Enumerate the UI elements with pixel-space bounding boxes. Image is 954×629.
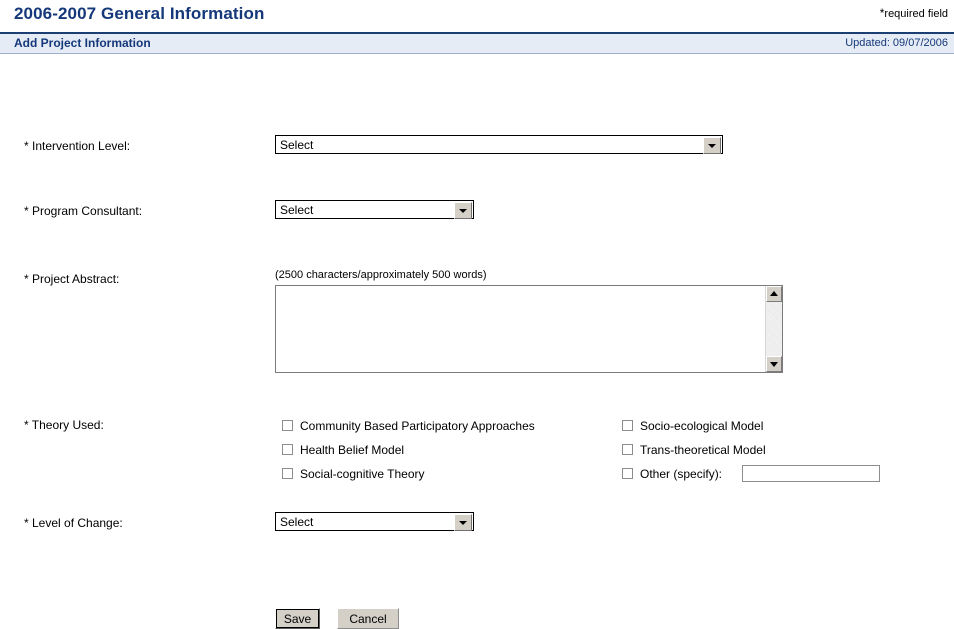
checkbox-icon[interactable] xyxy=(282,468,293,479)
project-abstract-hint: (2500 characters/approximately 500 words) xyxy=(275,269,487,281)
cancel-button[interactable]: Cancel xyxy=(337,608,399,629)
other-theory-input[interactable] xyxy=(742,465,880,482)
save-button[interactable]: Save xyxy=(275,608,320,629)
row-intervention-level xyxy=(0,70,954,153)
program-consultant-label: * Program Consultant: xyxy=(24,204,143,218)
level-of-change-label: * Level of Change: xyxy=(24,516,123,530)
intervention-level-select[interactable] xyxy=(275,135,723,154)
intervention-level-label: * Intervention Level: xyxy=(24,139,131,153)
checkbox-label: Socio-ecological Model xyxy=(640,419,764,433)
checkbox-label: Social-cognitive Theory xyxy=(300,467,425,481)
project-information-form xyxy=(0,54,954,626)
level-of-change-selected-value: Select xyxy=(280,515,314,529)
chevron-down-icon[interactable] xyxy=(703,137,721,154)
checkbox-label: Health Belief Model xyxy=(300,443,405,457)
checkbox-icon[interactable] xyxy=(622,444,633,455)
required-asterisk: * xyxy=(879,6,885,20)
checkbox-socio-ecological-model[interactable] xyxy=(622,419,763,433)
checkbox-health-belief-model[interactable] xyxy=(282,443,404,457)
checkbox-label: Other (specify): xyxy=(640,467,723,481)
project-abstract-textarea-wrapper[interactable] xyxy=(275,285,783,373)
project-abstract-scrollbar[interactable] xyxy=(765,286,782,372)
intervention-level-selected-value: Select xyxy=(280,138,314,152)
checkbox-trans-theoretical-model[interactable] xyxy=(622,443,766,457)
updated-date: Updated: 09/07/2006 xyxy=(845,37,948,49)
checkbox-community-based-participatory-approaches[interactable] xyxy=(282,419,535,433)
project-abstract-input[interactable] xyxy=(276,286,766,372)
checkbox-icon[interactable] xyxy=(282,420,293,431)
checkbox-icon[interactable] xyxy=(622,468,633,479)
checkbox-other-specify[interactable] xyxy=(622,467,722,481)
program-consultant-select[interactable] xyxy=(275,200,474,219)
checkbox-label: Community Based Participatory Approaches xyxy=(300,419,535,433)
page-title: 2006-2007 General Information xyxy=(14,4,265,23)
checkbox-icon[interactable] xyxy=(282,444,293,455)
required-field-text: required field xyxy=(884,8,948,20)
section-title: Add Project Information xyxy=(14,36,151,50)
page-header xyxy=(0,0,954,34)
program-consultant-selected-value: Select xyxy=(280,203,314,217)
checkbox-icon[interactable] xyxy=(622,420,633,431)
level-of-change-select[interactable] xyxy=(275,512,474,531)
chevron-down-icon[interactable] xyxy=(454,202,472,219)
project-abstract-label: * Project Abstract: xyxy=(24,272,120,286)
scroll-down-icon[interactable] xyxy=(766,356,782,372)
theory-used-label: * Theory Used: xyxy=(24,418,104,432)
checkbox-social-cognitive-theory[interactable] xyxy=(282,467,425,481)
section-bar xyxy=(0,34,954,54)
checkbox-label: Trans-theoretical Model xyxy=(640,443,766,457)
scroll-up-icon[interactable] xyxy=(766,286,782,302)
required-field-note xyxy=(880,8,948,22)
scrollbar-track[interactable] xyxy=(766,302,782,356)
